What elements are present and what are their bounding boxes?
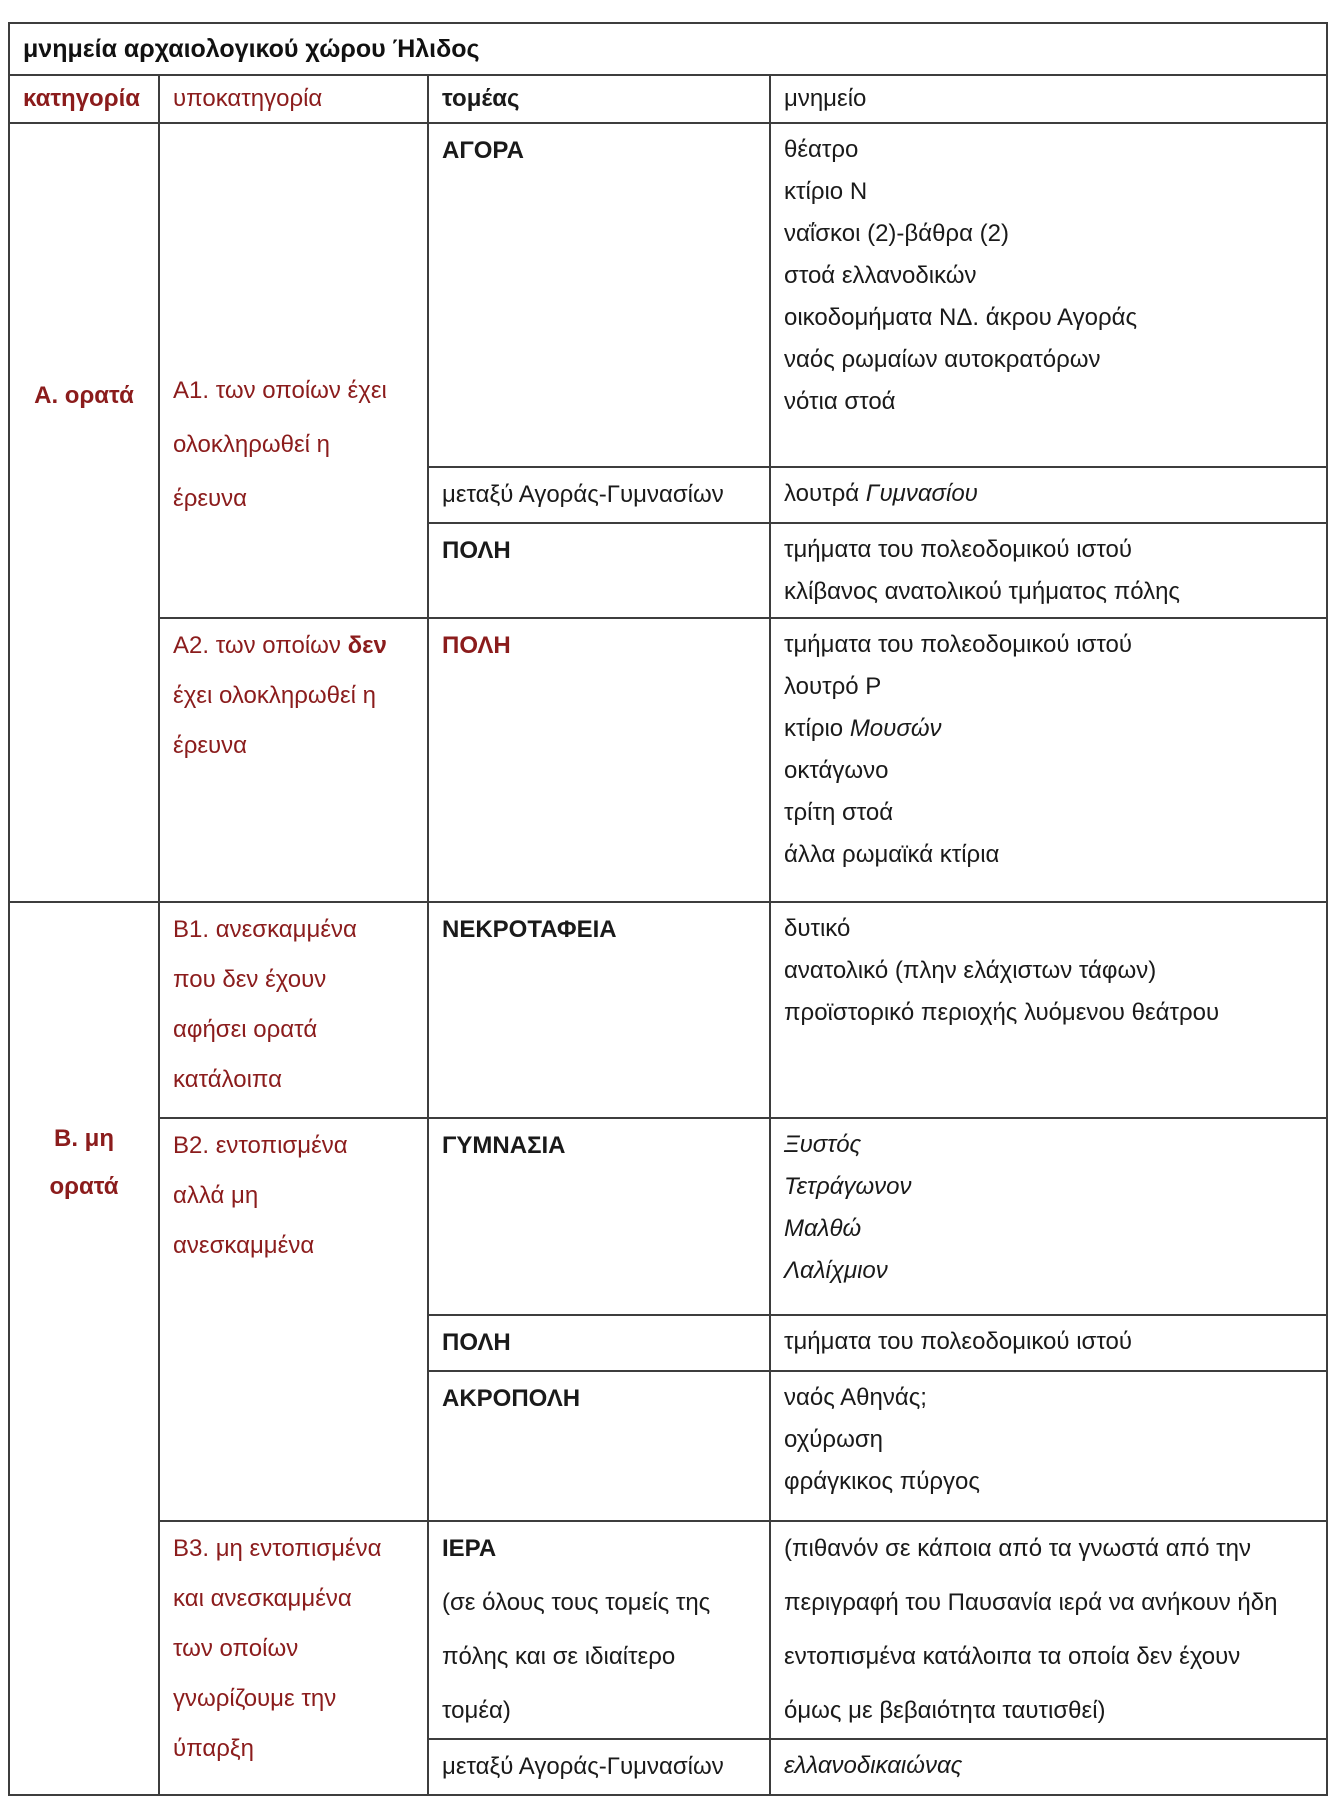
category-cell bbox=[9, 902, 159, 1795]
sector-cell bbox=[428, 902, 770, 1118]
monument-cell bbox=[770, 1118, 1327, 1315]
italic-text: Γυμνασίου bbox=[865, 480, 978, 507]
table-row bbox=[9, 618, 1327, 902]
text-segment: οχύρωση bbox=[784, 1426, 883, 1453]
text-segment: κτίριο Ν bbox=[784, 178, 868, 205]
italic-text: Ξυστός bbox=[784, 1131, 862, 1158]
text-segment: λουτρό Ρ bbox=[784, 673, 882, 700]
text-segment: στοά ελλανοδικών bbox=[784, 262, 977, 289]
text-segment: τμήματα του πολεοδομικού ιστού bbox=[784, 1328, 1132, 1355]
text-segment: ναός ρωμαίων αυτοκρατόρων bbox=[784, 346, 1101, 373]
subcategory-label-line bbox=[173, 1055, 414, 1105]
subcategory-label-line bbox=[173, 472, 414, 526]
monument-cell bbox=[770, 467, 1327, 523]
monument-cell bbox=[770, 1315, 1327, 1371]
sector-cell bbox=[428, 1371, 770, 1521]
monument-cell bbox=[770, 1371, 1327, 1521]
sector-label: μεταξύ Αγοράς-Γυμνασίων bbox=[442, 1753, 724, 1780]
monument-cell bbox=[770, 618, 1327, 902]
sector-cell bbox=[428, 1739, 770, 1795]
text-segment: Α2. των οποίων bbox=[173, 632, 348, 659]
sector-label: ΓΥΜΝΑΣΙΑ bbox=[442, 1132, 566, 1159]
monument-line bbox=[784, 571, 1313, 613]
sector-cell bbox=[428, 467, 770, 523]
sector-label: ΠΟΛΗ bbox=[442, 632, 511, 659]
sector-cell bbox=[428, 1521, 770, 1739]
sector-label: ΠΟΛΗ bbox=[442, 537, 511, 564]
text-segment: κατάλοιπα bbox=[173, 1066, 283, 1093]
subcategory-cell bbox=[159, 618, 428, 902]
table-row bbox=[9, 1521, 1327, 1739]
text-segment: ανεσκαμμένα bbox=[173, 1232, 315, 1259]
text-segment: ναΐσκοι (2)-βάθρα (2) bbox=[784, 220, 1009, 247]
monument-cell bbox=[770, 902, 1327, 1118]
subcategory-label-line bbox=[173, 1524, 414, 1574]
monuments-table bbox=[8, 22, 1328, 1796]
text-segment: κτίριο bbox=[784, 715, 850, 742]
monument-line bbox=[784, 529, 1313, 571]
col-header-monument: μνημείο bbox=[770, 75, 1327, 123]
monument-line bbox=[784, 1419, 1313, 1461]
text-segment: δεν bbox=[347, 632, 387, 659]
subcategory-label-line bbox=[173, 1221, 414, 1271]
monument-line bbox=[784, 129, 1313, 171]
subcategory-cell bbox=[159, 902, 428, 1118]
subcategory-label-line bbox=[173, 364, 414, 418]
sector-cell bbox=[428, 1118, 770, 1315]
text-segment: Β2. εντοπισμένα bbox=[173, 1132, 348, 1159]
monument-line bbox=[784, 339, 1313, 381]
subcategory-label-line bbox=[173, 905, 414, 955]
monument-line bbox=[784, 1522, 1313, 1576]
title-row bbox=[9, 23, 1327, 75]
category-label: ορατά bbox=[49, 1173, 119, 1200]
text-segment: Β3. μη εντοπισμένα bbox=[173, 1535, 382, 1562]
monument-cell bbox=[770, 523, 1327, 618]
monument-line bbox=[784, 1124, 1313, 1166]
text-segment: ολοκληρωθεί η bbox=[173, 431, 331, 458]
col-header-sector: τομέας bbox=[428, 75, 770, 123]
sector-label: μεταξύ Αγοράς-Γυμνασίων bbox=[442, 481, 724, 508]
text-segment: έρευνα bbox=[173, 485, 248, 512]
subcategory-label-line bbox=[173, 621, 414, 671]
subcategory-cell bbox=[159, 1118, 428, 1521]
text-segment: των οποίων bbox=[173, 1635, 299, 1662]
sector-label: ΑΚΡΟΠΟΛΗ bbox=[442, 1385, 581, 1412]
text-segment: που δεν έχουν bbox=[173, 966, 327, 993]
sector-description-line: (σε όλους τους τομείς της bbox=[442, 1589, 711, 1616]
monument-line bbox=[784, 297, 1313, 339]
italic-text: ελλανοδικαιώνας bbox=[784, 1752, 963, 1779]
text-segment: τμήματα του πολεοδομικού ιστού bbox=[784, 536, 1132, 563]
text-segment: προϊστορικό περιοχής λυόμενου θεάτρου bbox=[784, 999, 1220, 1026]
subcategory-label-line bbox=[173, 1674, 414, 1724]
text-segment: και ανεσκαμμένα bbox=[173, 1585, 352, 1612]
text-segment: λουτρά bbox=[784, 480, 866, 507]
subcategory-label-line bbox=[173, 1005, 414, 1055]
monument-line bbox=[784, 750, 1313, 792]
text-segment: νότια στοά bbox=[784, 388, 896, 415]
text-segment: αλλά μη bbox=[173, 1182, 259, 1209]
monument-line bbox=[784, 950, 1313, 992]
monument-cell bbox=[770, 1521, 1327, 1739]
subcategory-label-line bbox=[173, 1121, 414, 1171]
subcategory-label-line bbox=[173, 1171, 414, 1221]
monument-line bbox=[784, 1745, 1313, 1787]
monument-line bbox=[784, 1377, 1313, 1419]
text-segment: εντοπισμένα κατάλοιπα τα οποία δεν έχουν bbox=[784, 1643, 1241, 1670]
sector-cell bbox=[428, 618, 770, 902]
monument-line bbox=[784, 1250, 1313, 1292]
text-segment: έρευνα bbox=[173, 732, 248, 759]
text-segment: ναός Αθηνάς; bbox=[784, 1384, 927, 1411]
monument-line bbox=[784, 792, 1313, 834]
col-header-category: κατηγορία bbox=[9, 75, 159, 123]
text-segment: τρίτη στοά bbox=[784, 799, 894, 826]
text-segment: (πιθανόν σε κάποια από τα γνωστά από την bbox=[784, 1535, 1251, 1562]
subcategory-cell bbox=[159, 1521, 428, 1795]
subcategory-label-line bbox=[173, 1624, 414, 1674]
text-segment: άλλα ρωμαϊκά κτίρια bbox=[784, 841, 1000, 868]
italic-text: Λαλίχμιον bbox=[784, 1257, 888, 1284]
table-title: μνημεία αρχαιολογικού χώρου Ήλιδος bbox=[9, 23, 1327, 75]
text-segment: κλίβανος ανατολικού τμήματος πόλης bbox=[784, 578, 1180, 605]
text-segment: τμήματα του πολεοδομικού ιστού bbox=[784, 631, 1132, 658]
table-row bbox=[9, 123, 1327, 467]
sector-cell bbox=[428, 1315, 770, 1371]
monument-line bbox=[784, 624, 1313, 666]
monument-line bbox=[784, 666, 1313, 708]
monument-line bbox=[784, 992, 1313, 1034]
monument-line bbox=[784, 171, 1313, 213]
text-segment: φράγκικος πύργος bbox=[784, 1468, 980, 1495]
text-segment: ύπαρξη bbox=[173, 1735, 254, 1762]
col-header-subcategory: υποκατηγορία bbox=[159, 75, 428, 123]
sector-label: ΙΕΡΑ bbox=[442, 1535, 497, 1562]
sector-cell bbox=[428, 123, 770, 467]
monument-line bbox=[784, 708, 1313, 750]
italic-text: Μαλθώ bbox=[784, 1215, 862, 1242]
monument-line bbox=[784, 473, 1313, 515]
category-label: Β. μη bbox=[53, 1125, 114, 1152]
sector-cell bbox=[428, 523, 770, 618]
text-segment: περιγραφή του Παυσανία ιερά να ανήκουν ήδη bbox=[784, 1589, 1278, 1616]
monument-cell bbox=[770, 123, 1327, 467]
category-label: Α. ορατά bbox=[34, 382, 134, 409]
table-row bbox=[9, 902, 1327, 1118]
category-cell bbox=[9, 123, 159, 902]
subcategory-label-line bbox=[173, 1574, 414, 1624]
subcategory-label-line bbox=[173, 1724, 414, 1774]
header-row bbox=[9, 75, 1327, 123]
monument-line bbox=[784, 834, 1313, 876]
text-segment: οικοδομήματα ΝΔ. άκρου Αγοράς bbox=[784, 304, 1138, 331]
monument-line bbox=[784, 381, 1313, 423]
sector-description-line: πόλης και σε ιδιαίτερο bbox=[442, 1643, 676, 1670]
monument-line bbox=[784, 1684, 1313, 1738]
monument-cell bbox=[770, 1739, 1327, 1795]
text-segment: αφήσει ορατά bbox=[173, 1016, 318, 1043]
monument-line bbox=[784, 255, 1313, 297]
sector-label: ΠΟΛΗ bbox=[442, 1329, 511, 1356]
table-row bbox=[9, 1118, 1327, 1315]
text-segment: όμως με βεβαιότητα ταυτισθεί) bbox=[784, 1697, 1106, 1724]
text-segment: έχει ολοκληρωθεί η bbox=[173, 682, 377, 709]
monument-line bbox=[784, 1166, 1313, 1208]
sector-description-line: τομέα) bbox=[442, 1697, 511, 1724]
text-segment: Α1. των οποίων έχει bbox=[173, 377, 387, 404]
text-segment: ανατολικό (πλην ελάχιστων τάφων) bbox=[784, 957, 1157, 984]
text-segment: οκτάγωνο bbox=[784, 757, 889, 784]
subcategory-label-line bbox=[173, 418, 414, 472]
subcategory-cell bbox=[159, 123, 428, 618]
monument-line bbox=[784, 213, 1313, 255]
monument-line bbox=[784, 1630, 1313, 1684]
text-segment: γνωρίζουμε την bbox=[173, 1685, 337, 1712]
subcategory-label-line bbox=[173, 721, 414, 771]
text-segment: θέατρο bbox=[784, 136, 859, 163]
subcategory-label-line bbox=[173, 955, 414, 1005]
monument-line bbox=[784, 1576, 1313, 1630]
text-segment: Β1. ανεσκαμμένα bbox=[173, 916, 357, 943]
monument-line bbox=[784, 908, 1313, 950]
monument-line bbox=[784, 1208, 1313, 1250]
italic-text: Μουσών bbox=[849, 715, 942, 742]
subcategory-label-line bbox=[173, 671, 414, 721]
text-segment: δυτικό bbox=[784, 915, 851, 942]
monument-line bbox=[784, 1461, 1313, 1503]
sector-label: ΝΕΚΡΟΤΑΦΕΙΑ bbox=[442, 916, 617, 943]
sector-label: ΑΓΟΡΑ bbox=[442, 137, 524, 164]
monument-line bbox=[784, 1321, 1313, 1363]
italic-text: Τετράγωνον bbox=[784, 1173, 912, 1200]
